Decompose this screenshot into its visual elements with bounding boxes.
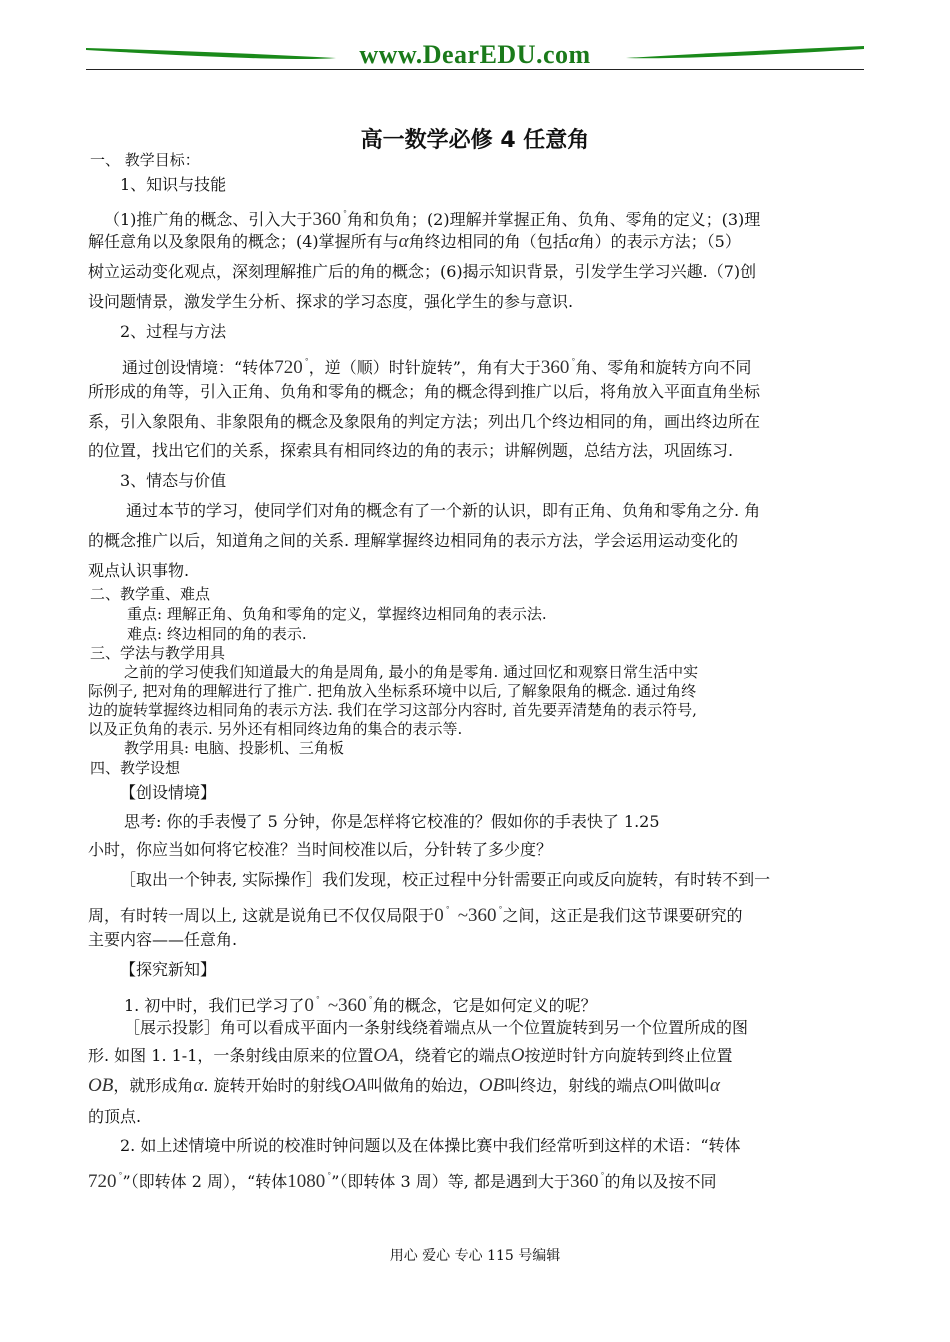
paragraph-line: 形. 如图 1. 1-1，一条射线由原来的位置OA，绕着它的端点O按逆时针方向旋转到终止位置 [88, 1045, 733, 1066]
paragraph-line: 的顶点. [88, 1107, 142, 1126]
paragraph-line: 树立运动变化观点，深刻理解推广后的角的概念；(6)揭示知识背景，引发学生学习兴趣.（7)创 [88, 262, 757, 281]
paragraph-line: 720 °”（即转体 2 周），“转体1080 °”（即转体 3 周）等, 都是遇到大于360 °的角以及按不同 [88, 1171, 717, 1192]
paragraph-line: 1. 初中时，我们已学习了0 ° ~360 °角的概念，它是如何定义的呢？ [124, 995, 597, 1016]
paragraph-line: 的位置，找出它们的关系，探索具有相同终边的角的表示；讲解例题，总结方法，巩固练习. [88, 441, 734, 460]
paragraph-line: 解任意角以及象限角的概念；(4)掌握所有与α角终边相同的角（包括α角）的表示方法；（5） [88, 231, 741, 252]
paragraph-line: 通过创设情境：“转体720 °，逆（顺）时针旋转”，角有大于360 °角、零角和旋转方向不同 [122, 357, 752, 378]
tag-explore: 【探究新知】 [120, 960, 217, 979]
section-2-heading: 二、教学重、难点 [90, 585, 211, 603]
teaching-tools: 教学用具: 电脑、投影机、三角板 [124, 739, 344, 757]
paragraph-line: 际例子, 把对角的理解进行了推广. 把角放入坐标系环境中以后, 了解象限角的概念. 通过角终 [88, 682, 697, 700]
subheading-process: 2、过程与方法 [120, 322, 227, 341]
site-header-banner [86, 38, 864, 70]
paragraph-line: （1)推广角的概念、引入大于360 °角和负角；(2)理解并掌握正角、负角、零角的定义；(3)理 [104, 209, 761, 230]
paragraph-line: 主要内容——任意角. [88, 930, 238, 949]
paragraph-line: 的概念推广以后，知道角之间的关系. 理解掌握终边相同角的表示方法，学会运用运动变化的 [88, 531, 739, 550]
subheading-values: 3、情态与价值 [120, 471, 227, 490]
paragraph-line: ［取出一个钟表, 实际操作］我们发现，校正过程中分针需要正向或反向旋转，有时转不到一 [120, 870, 771, 889]
difficult-point: 难点: 终边相同的角的表示. [127, 625, 307, 643]
site-url: www.DearEDU.com [359, 40, 591, 69]
section-4-heading: 四、教学设想 [90, 759, 181, 777]
paragraph-line: 观点认识事物. [88, 561, 190, 580]
section-3-heading: 三、学法与教学用具 [90, 644, 226, 662]
paragraph-line: 通过本节的学习，使同学们对角的概念有了一个新的认识，即有正角、负角和零角之分. 角 [126, 501, 761, 520]
page-title: 高一数学必修 4 任意角 [360, 128, 590, 153]
paragraph-line: 思考: 你的手表慢了 5 分钟，你是怎样将它校准的？假如你的手表快了 1.25 [124, 812, 660, 831]
paragraph-line: 以及正负角的表示. 另外还有相同终边角的集合的表示等. [88, 720, 463, 738]
header-rule [86, 69, 864, 70]
paragraph-line: 所形成的角等，引入正角、负角和零角的概念；角的概念得到推广以后，将角放入平面直角坐标 [88, 382, 761, 401]
paragraph-line: 小时，你应当如何将它校准？当时间校准以后，分针转了多少度？ [88, 840, 553, 859]
page-footer: 用心 爱心 专心 115 号编辑 [389, 1248, 561, 1264]
paragraph-line: OB，就形成角α. 旋转开始时的射线OA叫做角的始边，OB叫终边，射线的端点O叫做叫α [88, 1075, 720, 1096]
paragraph-line: ［展示投影］角可以看成平面内一条射线绕着端点从一个位置旋转到另一个位置所成的图 [124, 1018, 749, 1037]
paragraph-line: 系，引入象限角、非象限角的概念及象限角的判定方法；列出几个终边相同的角，画出终边所在 [88, 412, 761, 431]
paragraph-line: 边的旋转掌握终边相同角的表示方法. 我们在学习这部分内容时, 首先要弄清楚角的表示符号, [88, 701, 697, 719]
paragraph-line: 2. 如上述情境中所说的校准时钟问题以及在体操比赛中我们经常听到这样的术语：“转体 [120, 1136, 741, 1155]
tag-scenario: 【创设情境】 [120, 783, 217, 802]
paragraph-line: 周，有时转一周以上, 这就是说角已不仅仅局限于0 ° ~360 °之间，这正是我们这节课要研究的 [88, 905, 743, 926]
paragraph-line: 之前的学习使我们知道最大的角是周角, 最小的角是零角. 通过回忆和观察日常生活中实 [124, 663, 699, 681]
section-1-heading: 一、 教学目标： [90, 151, 200, 169]
subheading-knowledge: 1、知识与技能 [120, 175, 227, 194]
key-point: 重点: 理解正角、负角和零角的定义，掌握终边相同角的表示法. [127, 605, 547, 623]
paragraph-line: 设问题情景，激发学生分析、探求的学习态度，强化学生的参与意识. [88, 292, 574, 311]
